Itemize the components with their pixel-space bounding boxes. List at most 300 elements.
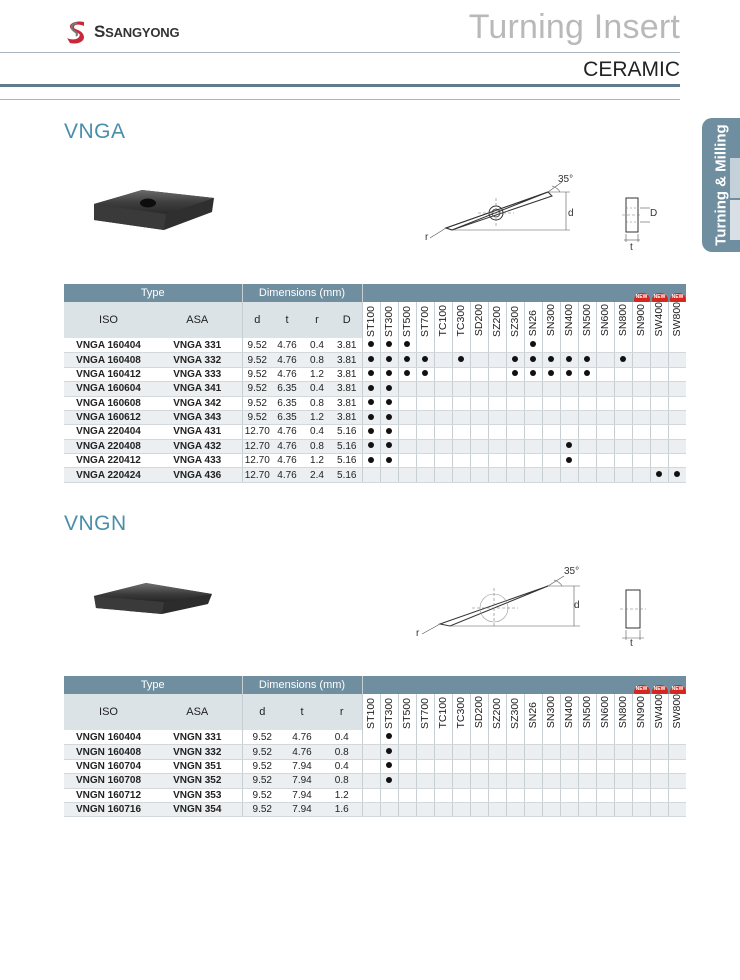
- grade-label: ST700: [419, 697, 431, 729]
- cell-grade-sn400: [560, 802, 578, 816]
- grade-label: TC100: [437, 696, 449, 729]
- new-badge: NEW: [652, 685, 668, 694]
- grade-header-st500: [398, 302, 416, 338]
- cell-r: 1.2: [302, 410, 332, 424]
- grade-label: SN500: [581, 696, 593, 729]
- cell-grade-st500: [398, 353, 416, 367]
- cell-grade-sn300: [542, 454, 560, 468]
- cell-grade-st100: [362, 788, 380, 802]
- cell-grade-sw800: [668, 353, 686, 367]
- header-d: d: [242, 302, 272, 338]
- cell-grade-sn800: [614, 367, 632, 381]
- grade-header-st100: [362, 302, 380, 338]
- cell-grade-sn26: [524, 774, 542, 788]
- table-row: [64, 802, 686, 816]
- cell-grade-sn400: [560, 788, 578, 802]
- cell-asa: VNGN 331: [153, 730, 242, 744]
- cell-grade-sn500: [578, 353, 596, 367]
- cell-grade-sn800: [614, 439, 632, 453]
- cell-grade-st300: [380, 774, 398, 788]
- cell-d: 9.52: [242, 410, 272, 424]
- cell-grade-sz200: [488, 759, 506, 773]
- grade-header-sn26: [524, 302, 542, 338]
- cell-grade-sn800: [614, 788, 632, 802]
- new-badge: NEW: [670, 685, 686, 694]
- cell-t: 7.94: [282, 774, 322, 788]
- cell-D: 5.16: [332, 454, 362, 468]
- cell-grade-sw800: [668, 745, 686, 759]
- cell-iso: VNGA 160608: [64, 396, 153, 410]
- header-iso: ISO: [64, 694, 153, 730]
- availability-dot-icon: [512, 370, 518, 376]
- cell-grade-sn500: [578, 425, 596, 439]
- cell-grade-sn400: [560, 774, 578, 788]
- cell-grade-sn800: [614, 410, 632, 424]
- cell-t: 4.76: [282, 730, 322, 744]
- cell-grade-sw400: [650, 730, 668, 744]
- grade-header-st700: [416, 694, 434, 730]
- cell-r: 0.4: [322, 759, 362, 773]
- grade-header-st300: [380, 694, 398, 730]
- cell-grade-sw400: [650, 788, 668, 802]
- grade-label: SN900: [635, 304, 647, 337]
- cell-grade-tc100: [434, 468, 452, 482]
- availability-dot-icon: [368, 414, 374, 420]
- cell-r: 1.2: [302, 367, 332, 381]
- cell-t: 6.35: [272, 396, 302, 410]
- table-row: [64, 730, 686, 744]
- cell-grade-sn400: [560, 382, 578, 396]
- cell-grade-sw400: [650, 382, 668, 396]
- table-row: [64, 454, 686, 468]
- grade-header-sn500: [578, 694, 596, 730]
- cell-grade-sn600: [596, 774, 614, 788]
- cell-iso: VNGA 220424: [64, 468, 153, 482]
- cell-grade-sn500: [578, 468, 596, 482]
- cell-grade-sz300: [506, 410, 524, 424]
- cell-t: 4.76: [272, 468, 302, 482]
- grade-label: ST300: [383, 305, 395, 337]
- cell-asa: VNGN 332: [153, 745, 242, 759]
- availability-dot-icon: [422, 370, 428, 376]
- cell-grade-sw400: [650, 353, 668, 367]
- cell-grade-sn26: [524, 396, 542, 410]
- cell-grade-tc300: [452, 802, 470, 816]
- cell-r: 1.2: [322, 788, 362, 802]
- cell-grade-sn600: [596, 410, 614, 424]
- cell-grade-sn800: [614, 338, 632, 352]
- cell-grade-tc100: [434, 774, 452, 788]
- new-badge: NEW: [670, 293, 686, 302]
- header-type: Type: [64, 676, 242, 694]
- availability-dot-icon: [548, 356, 554, 362]
- cell-grade-st300: [380, 353, 398, 367]
- cell-r: 0.4: [302, 425, 332, 439]
- cell-d: 9.52: [242, 353, 272, 367]
- grade-header-sz200: [488, 302, 506, 338]
- cell-grade-sz300: [506, 759, 524, 773]
- cell-grade-sn26: [524, 759, 542, 773]
- grade-label: TC300: [455, 696, 467, 729]
- cell-grade-sn26: [524, 730, 542, 744]
- cell-iso: VNGA 160604: [64, 382, 153, 396]
- cell-r: 0.4: [302, 382, 332, 396]
- cell-grade-sn26: [524, 425, 542, 439]
- cell-r: 0.8: [302, 396, 332, 410]
- cell-t: 4.76: [272, 439, 302, 453]
- table-row: [64, 425, 686, 439]
- cell-grade-sz300: [506, 454, 524, 468]
- cell-grade-sn600: [596, 788, 614, 802]
- cell-iso: VNGA 160612: [64, 410, 153, 424]
- cell-grade-st700: [416, 454, 434, 468]
- availability-dot-icon: [368, 399, 374, 405]
- cell-r: 2.4: [302, 468, 332, 482]
- cell-grade-sn500: [578, 367, 596, 381]
- cell-grade-sd200: [470, 730, 488, 744]
- cell-grade-tc300: [452, 353, 470, 367]
- availability-dot-icon: [386, 428, 392, 434]
- cell-grade-sn400: [560, 730, 578, 744]
- cell-grade-tc300: [452, 454, 470, 468]
- cell-grade-sz200: [488, 367, 506, 381]
- grade-label: SN500: [581, 304, 593, 337]
- vnga-insert-photo: [88, 186, 218, 241]
- cell-grade-sn300: [542, 788, 560, 802]
- grade-header-sn500: [578, 302, 596, 338]
- cell-grade-st300: [380, 454, 398, 468]
- cell-grade-sn300: [542, 730, 560, 744]
- cell-d: 9.52: [242, 382, 272, 396]
- grade-label: SZ300: [509, 305, 521, 337]
- availability-dot-icon: [584, 356, 590, 362]
- cell-grade-sn26: [524, 439, 542, 453]
- availability-dot-icon: [368, 385, 374, 391]
- cell-t: 7.94: [282, 802, 322, 816]
- header-rule: [0, 52, 680, 53]
- cell-grade-sn500: [578, 439, 596, 453]
- cell-r: 0.8: [302, 439, 332, 453]
- cell-t: 4.76: [272, 367, 302, 381]
- grade-header-sz300: [506, 694, 524, 730]
- cell-grade-st700: [416, 425, 434, 439]
- grade-label: ST100: [365, 305, 377, 337]
- availability-dot-icon: [386, 414, 392, 420]
- cell-asa: VNGA 343: [153, 410, 242, 424]
- cell-grade-st300: [380, 439, 398, 453]
- cell-D: 3.81: [332, 367, 362, 381]
- cell-grade-tc300: [452, 425, 470, 439]
- cell-grade-st700: [416, 730, 434, 744]
- grade-label: SZ200: [491, 305, 503, 337]
- cell-grade-tc100: [434, 802, 452, 816]
- cell-grade-sn500: [578, 382, 596, 396]
- cell-grade-sw800: [668, 788, 686, 802]
- cell-grade-sn800: [614, 730, 632, 744]
- cell-grade-sn300: [542, 759, 560, 773]
- cell-grade-sd200: [470, 410, 488, 424]
- availability-dot-icon: [548, 370, 554, 376]
- cell-iso: VNGA 160412: [64, 367, 153, 381]
- cell-r: 0.8: [322, 774, 362, 788]
- dim-label-r: r: [425, 232, 429, 243]
- cell-grade-sn600: [596, 353, 614, 367]
- availability-dot-icon: [422, 356, 428, 362]
- cell-grade-st100: [362, 759, 380, 773]
- cell-grade-sn400: [560, 759, 578, 773]
- availability-dot-icon: [368, 356, 374, 362]
- cell-grade-sn800: [614, 396, 632, 410]
- cell-iso: VNGA 160404: [64, 338, 153, 352]
- cell-grade-sz200: [488, 439, 506, 453]
- availability-dot-icon: [530, 341, 536, 347]
- cell-asa: VNGA 332: [153, 353, 242, 367]
- cell-grade-sn400: [560, 338, 578, 352]
- side-tab-label: Turning & Milling: [712, 124, 730, 246]
- cell-grade-st100: [362, 730, 380, 744]
- cell-grade-sn900: [632, 353, 650, 367]
- cell-grade-sn500: [578, 454, 596, 468]
- cell-grade-sn600: [596, 338, 614, 352]
- vnga-technical-drawing: [422, 170, 592, 255]
- availability-dot-icon: [386, 399, 392, 405]
- table-row: [64, 382, 686, 396]
- cell-grade-st300: [380, 745, 398, 759]
- cell-grade-sd200: [470, 425, 488, 439]
- cell-grade-sz300: [506, 338, 524, 352]
- section-title-vngn: VNGN: [64, 512, 127, 535]
- cell-asa: VNGN 354: [153, 802, 242, 816]
- cell-grade-sz200: [488, 353, 506, 367]
- cell-grade-sw400: [650, 425, 668, 439]
- cell-grade-st700: [416, 410, 434, 424]
- cell-grade-tc300: [452, 788, 470, 802]
- cell-iso: VNGN 160716: [64, 802, 153, 816]
- grade-header-tc100: [434, 302, 452, 338]
- cell-grade-sd200: [470, 353, 488, 367]
- cell-r: 0.4: [322, 730, 362, 744]
- vnga-spec-table: [64, 284, 686, 483]
- availability-dot-icon: [368, 457, 374, 463]
- grade-header-sw800: [668, 294, 686, 338]
- cell-d: 12.70: [242, 439, 272, 453]
- cell-grade-sn600: [596, 396, 614, 410]
- dim-label-d: d: [574, 600, 580, 611]
- brand-logo: [64, 18, 179, 46]
- cell-grade-sw400: [650, 338, 668, 352]
- cell-d: 12.70: [242, 468, 272, 482]
- cell-grade-sn400: [560, 353, 578, 367]
- cell-asa: VNGN 351: [153, 759, 242, 773]
- cell-grade-sz300: [506, 788, 524, 802]
- page-subtitle: CERAMIC: [583, 58, 680, 81]
- cell-grade-sn26: [524, 338, 542, 352]
- vngn-insert-photo: [90, 580, 220, 625]
- cell-grade-sz200: [488, 454, 506, 468]
- cell-grade-st300: [380, 730, 398, 744]
- cell-grade-sn26: [524, 367, 542, 381]
- table-row: [64, 745, 686, 759]
- grade-header-sn300: [542, 694, 560, 730]
- table-row: [64, 353, 686, 367]
- grade-label: TC100: [437, 304, 449, 337]
- availability-dot-icon: [386, 341, 392, 347]
- cell-grade-st100: [362, 802, 380, 816]
- availability-dot-icon: [386, 442, 392, 448]
- cell-r: 1.6: [322, 802, 362, 816]
- cell-grade-sd200: [470, 367, 488, 381]
- grade-label: SN300: [545, 696, 557, 729]
- cell-grade-tc100: [434, 745, 452, 759]
- cell-iso: VNGA 220408: [64, 439, 153, 453]
- cell-grade-sz200: [488, 410, 506, 424]
- cell-grade-sn800: [614, 745, 632, 759]
- dim-label-t: t: [630, 242, 633, 253]
- cell-asa: VNGN 353: [153, 788, 242, 802]
- cell-grade-sz300: [506, 382, 524, 396]
- availability-dot-icon: [404, 356, 410, 362]
- cell-grade-sn26: [524, 382, 542, 396]
- table-row: [64, 774, 686, 788]
- table-row: [64, 788, 686, 802]
- cell-grade-sw400: [650, 774, 668, 788]
- cell-grade-sz200: [488, 730, 506, 744]
- angle-label: 35°: [558, 174, 574, 185]
- cell-t: 7.94: [282, 788, 322, 802]
- cell-iso: VNGN 160708: [64, 774, 153, 788]
- cell-grade-sn900: [632, 367, 650, 381]
- cell-grade-sn500: [578, 802, 596, 816]
- cell-grade-sw400: [650, 745, 668, 759]
- cell-grade-sn600: [596, 802, 614, 816]
- cell-grade-sd200: [470, 338, 488, 352]
- cell-grade-tc100: [434, 382, 452, 396]
- cell-grade-sw400: [650, 759, 668, 773]
- cell-grade-st300: [380, 382, 398, 396]
- grade-label: ST500: [401, 305, 413, 337]
- cell-grade-sn800: [614, 353, 632, 367]
- cell-grade-st700: [416, 382, 434, 396]
- availability-dot-icon: [584, 370, 590, 376]
- cell-grade-st100: [362, 353, 380, 367]
- cell-grade-st700: [416, 745, 434, 759]
- cell-grade-tc300: [452, 439, 470, 453]
- cell-grade-sw400: [650, 396, 668, 410]
- grade-label: SN400: [563, 304, 575, 337]
- cell-grade-sn900: [632, 745, 650, 759]
- cell-grade-sd200: [470, 802, 488, 816]
- header-iso: ISO: [64, 302, 153, 338]
- grade-header-tc100: [434, 694, 452, 730]
- cell-grade-st300: [380, 802, 398, 816]
- cell-grade-sn500: [578, 745, 596, 759]
- grade-label: SD200: [473, 304, 485, 337]
- cell-grade-sn300: [542, 468, 560, 482]
- cell-grade-sn800: [614, 802, 632, 816]
- cell-grade-sn900: [632, 338, 650, 352]
- cell-asa: VNGN 352: [153, 774, 242, 788]
- cell-grade-tc100: [434, 353, 452, 367]
- cell-grade-st500: [398, 745, 416, 759]
- new-badge: NEW: [634, 685, 650, 694]
- cell-grade-sn400: [560, 745, 578, 759]
- cell-grade-sz300: [506, 745, 524, 759]
- cell-iso: VNGA 160408: [64, 353, 153, 367]
- cell-r: 0.8: [302, 353, 332, 367]
- grade-header-sn600: [596, 302, 614, 338]
- availability-dot-icon: [458, 356, 464, 362]
- availability-dot-icon: [674, 471, 680, 477]
- grade-header-st300: [380, 302, 398, 338]
- cell-grade-st500: [398, 802, 416, 816]
- cell-t: 7.94: [282, 759, 322, 773]
- brand-logo-text: SSANGYONG: [94, 22, 180, 41]
- availability-dot-icon: [512, 356, 518, 362]
- cell-grade-sn600: [596, 745, 614, 759]
- availability-dot-icon: [656, 471, 662, 477]
- cell-grade-tc100: [434, 367, 452, 381]
- cell-grade-sz200: [488, 745, 506, 759]
- cell-grade-st100: [362, 382, 380, 396]
- grade-label: SN26: [527, 702, 539, 729]
- page-title: Turning Insert: [468, 8, 680, 46]
- cell-grade-sw800: [668, 425, 686, 439]
- vnga-side-view-drawing: [616, 194, 656, 251]
- cell-grade-st300: [380, 410, 398, 424]
- grade-header-sd200: [470, 694, 488, 730]
- grade-header-tc300: [452, 694, 470, 730]
- cell-grade-st500: [398, 439, 416, 453]
- availability-dot-icon: [404, 341, 410, 347]
- cell-iso: VNGN 160712: [64, 788, 153, 802]
- cell-t: 6.35: [272, 410, 302, 424]
- cell-grade-st700: [416, 759, 434, 773]
- cell-grade-sw800: [668, 759, 686, 773]
- cell-grade-sn900: [632, 468, 650, 482]
- cell-grade-sn500: [578, 338, 596, 352]
- cell-grade-sn300: [542, 367, 560, 381]
- cell-grade-sw800: [668, 454, 686, 468]
- cell-grade-st300: [380, 788, 398, 802]
- header-r: r: [322, 694, 362, 730]
- cell-grade-tc100: [434, 788, 452, 802]
- cell-grade-sn300: [542, 396, 560, 410]
- cell-D: 5.16: [332, 439, 362, 453]
- cell-grade-sn300: [542, 382, 560, 396]
- availability-dot-icon: [404, 370, 410, 376]
- header-dimensions: Dimensions (mm): [242, 676, 362, 694]
- grade-header-sn600: [596, 694, 614, 730]
- cell-grade-sn300: [542, 745, 560, 759]
- cell-grade-sn26: [524, 745, 542, 759]
- grade-header-sn800: [614, 302, 632, 338]
- cell-grade-sn900: [632, 759, 650, 773]
- cell-grade-sn900: [632, 425, 650, 439]
- cell-grade-tc300: [452, 367, 470, 381]
- cell-d: 9.52: [242, 338, 272, 352]
- cell-grade-sn800: [614, 774, 632, 788]
- cell-grade-tc300: [452, 338, 470, 352]
- cell-grade-sz300: [506, 468, 524, 482]
- cell-grade-sn300: [542, 353, 560, 367]
- dim-label-r: r: [416, 628, 420, 639]
- grade-label: SN600: [599, 696, 611, 729]
- grade-label: SW800: [671, 302, 684, 337]
- cell-grade-tc100: [434, 396, 452, 410]
- cell-grade-sz200: [488, 382, 506, 396]
- cell-grade-sw800: [668, 774, 686, 788]
- cell-grade-sz300: [506, 439, 524, 453]
